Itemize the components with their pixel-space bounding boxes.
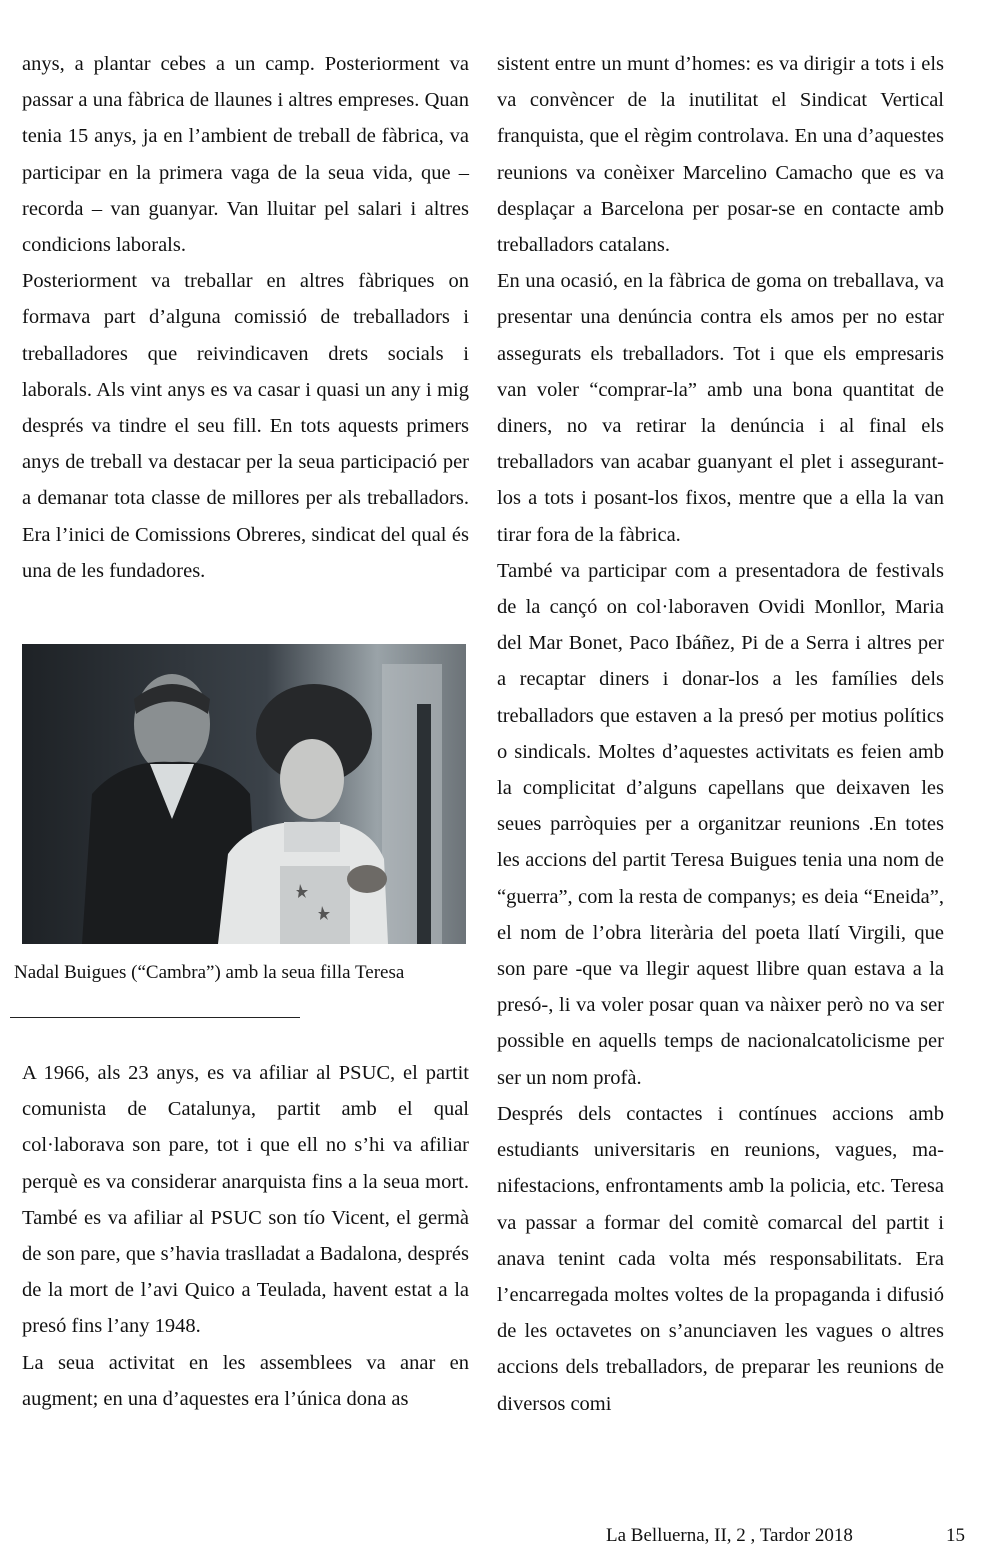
page-number: 15 bbox=[946, 1525, 965, 1546]
journal-footer: La Belluerna, II, 2 , Tardor 2018 bbox=[606, 1525, 853, 1546]
paragraph: anys, a plantar cebes a un camp. Posteriorment va passar a una fàbrica de llaunes i altres empreses. Quan tenia 15 anys, ja en l’ambient de treball de fàbrica, va participar en la primera vaga de la seua vida, que – recorda – van guanyar. Van lluitar pel salari i altres condicions laborals. bbox=[22, 53, 469, 257]
caption-divider bbox=[10, 1017, 300, 1018]
photo-father-and-daughter bbox=[22, 644, 466, 944]
paragraph: sistent entre un munt d’homes: es va dirigir a tots i els va convèncer de la inutilitat el Sindicat Vertical franquista, que el règim controlava. En una d’aquestes reunions va conèixer Marcelino Camacho que es va desplaçar a Barcelona per posar-se en contacte amb treballadors catalans. bbox=[497, 53, 944, 257]
photo-illustration bbox=[22, 644, 466, 944]
left-column-bottom bbox=[22, 1055, 469, 1417]
paragraph: Posteriorment va treballar en altres fàbriques on formava part d’alguna comissió de treballadors i treballadores que reivindicaven drets socials i laborals. Als vint anys es va casar i quasi un any i mig després va tindre el seu fill. En tots aquests primers anys de treball va destacar per la seua participació per a demanar tota classe de millores per als treballadors. Era l’inici de Comissions Obreres, sindicat del qual és una de les fundadores. bbox=[22, 270, 469, 582]
right-column bbox=[497, 46, 944, 1422]
photo-caption: Nadal Buigues (“Cambra”) amb la seua filla Teresa bbox=[14, 962, 405, 983]
paragraph: Després dels contactes i contínues accions amb estudiants universitaris en reunions, vagues, manifestacions, enfrontaments amb la policia, etc. Teresa va passar a formar del comitè comarcal del partit i anava tenint cada volta més responsabilitats. Era l’encarregada moltes voltes de la propaganda i difusió de les octavetes on s’anunciaven les vagues o altres accions dels treballadors, de preparar les reunions de diversos comi bbox=[497, 1102, 944, 1415]
left-column bbox=[22, 46, 469, 589]
paragraph: També va participar com a presentadora de festivals de la cançó on col·laboraven Ovidi Monllor, Maria del Mar Bonet, Paco Ibáñez, Pi de a Serra i altres per a recaptar diners i donar-los a les famílies dels treballadors que estaven a la presó per motius polítics o sindicals. Moltes d’aquestes activitats es feien amb la complicitat d’alguns capellans que deixaven les seues parròquies per a organitzar reunions .En totes les accions del partit Teresa Buigues tenia una nom de “guerra”, com la resta de companys; es deia “Eneida”, el nom de l’obra literària del poeta llatí Virgili, que son pare -que va llegir aquest llibre quan estava a la presó-, li va voler posar quan va nàixer però no va ser possible en aquells temps de nacionalcatolicisme per ser un nom profà. bbox=[497, 559, 944, 1089]
paragraph: A 1966, als 23 anys, es va afiliar al PSUC, el partit comunista de Catalunya, partit amb el qual col·laborava son pare, tot i que ell no s’hi va afiliar perquè es va considerar anarquista fins a la seua mort. També es va afiliar al PSUC son tío Vicent, el germà de son pare, que s’havia traslladat a Badalona, després de la mort de l’avi Quico a Teulada, havent estat a la presó fins l’any 1948. bbox=[22, 1062, 469, 1338]
paragraph: En una ocasió, en la fàbrica de goma on treballava, va presentar una denúncia contra els amos per no estar assegurats els treballadors. Tot i que els empresaris van voler “comprar-la” amb una bona quantitat de diners, no va retirar la denúncia i al final els treballadors van acabar guanyant el plet i assegurant-los a tots i posant-los fixos, mentre que a ella la van tirar fora de la fàbrica. bbox=[497, 270, 944, 546]
paragraph: La seua activitat en les assemblees va anar en augment; en una d’aquestes era l’única dona as bbox=[22, 1351, 469, 1410]
